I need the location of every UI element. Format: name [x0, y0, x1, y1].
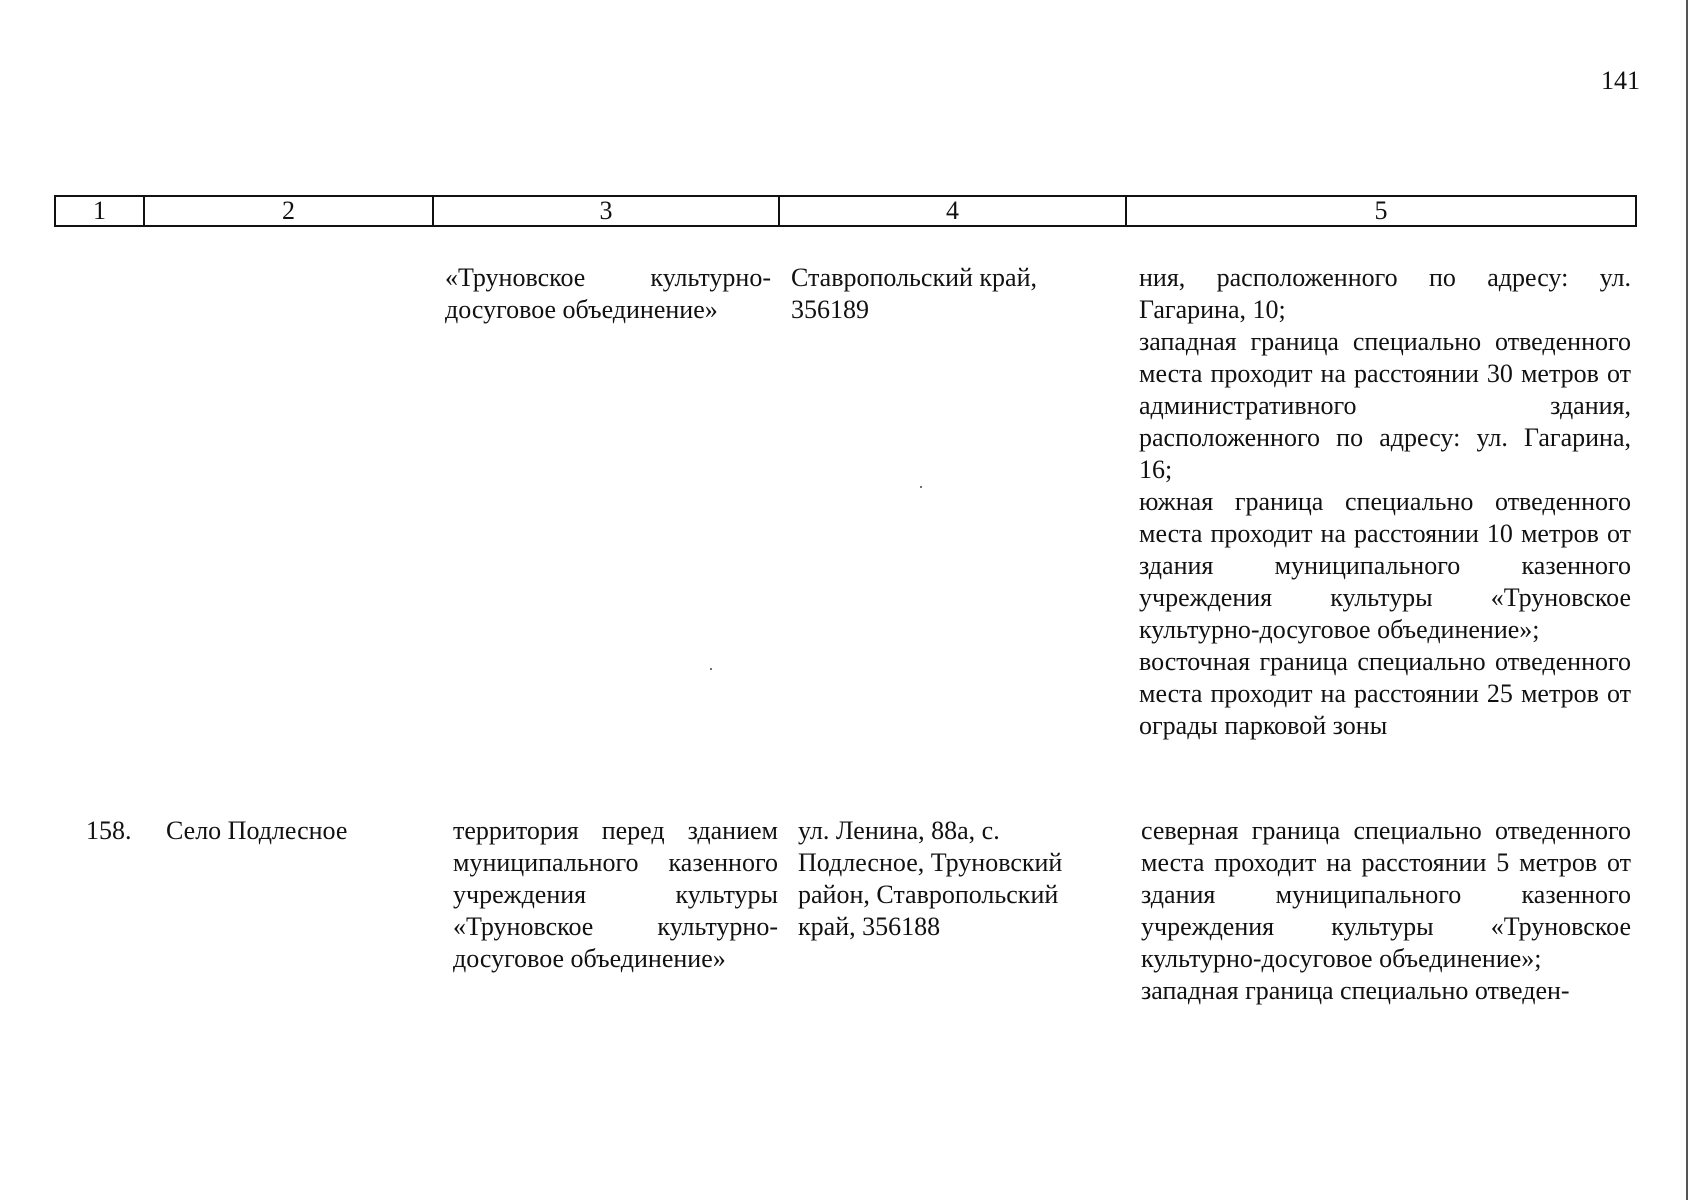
table-header-row: [54, 195, 1637, 227]
column-number-1: 1: [56, 197, 145, 225]
column-number-4: 4: [780, 197, 1127, 225]
scan-edge-line: [1686, 0, 1688, 1200]
boundary-paragraph: западная граница специально отведен-: [1141, 976, 1570, 1005]
column-number-2: 2: [145, 197, 434, 225]
settlement-name: Село Подлесное: [166, 816, 348, 845]
boundary-paragraph: западная граница специально отведенного места проходит на расстоянии 30 метров от административного здания, расположенного по адресу: ул. Гагарина, 16;: [1139, 327, 1631, 484]
boundary-paragraph: восточная граница специально отведенного места проходит на расстоянии 25 метров от ограды парковой зоны: [1139, 647, 1631, 740]
place-boundaries: [1141, 815, 1631, 1007]
boundary-paragraph: ния, расположенного по адресу: ул. Гагарина, 10;: [1139, 263, 1631, 324]
boundary-paragraph: северная граница специально отведенного места проходит на расстоянии 5 метров от здания муниципального казенного учреждения культуры «Труновское культурно-досуговое объединение»;: [1141, 816, 1631, 973]
row-continued-boundaries: [1139, 262, 1631, 742]
scan-speck: [920, 486, 922, 488]
row-number: 158.: [86, 816, 132, 845]
scan-speck: [710, 668, 712, 670]
column-number-3: 3: [434, 197, 780, 225]
page-number: 141: [1601, 66, 1640, 95]
row-continued-address: Ставропольский край, 356189: [791, 263, 1037, 324]
row-continued-place-description: «Труновское культурно-досуговое объединение»: [445, 263, 771, 324]
place-description: территория перед зданием муниципального казенного учреждения культуры «Труновское культурно-досуговое объединение»: [453, 816, 778, 973]
column-number-5: 5: [1374, 196, 1388, 225]
boundary-paragraph: южная граница специально отведенного места проходит на расстоянии 10 метров от здания муниципального казенного учреждения культуры «Труновское культурно-досуговое объединение»;: [1139, 487, 1631, 644]
place-address: ул. Ленина, 88а, с. Подлесное, Труновский район, Ставропольский край, 356188: [798, 816, 1063, 941]
